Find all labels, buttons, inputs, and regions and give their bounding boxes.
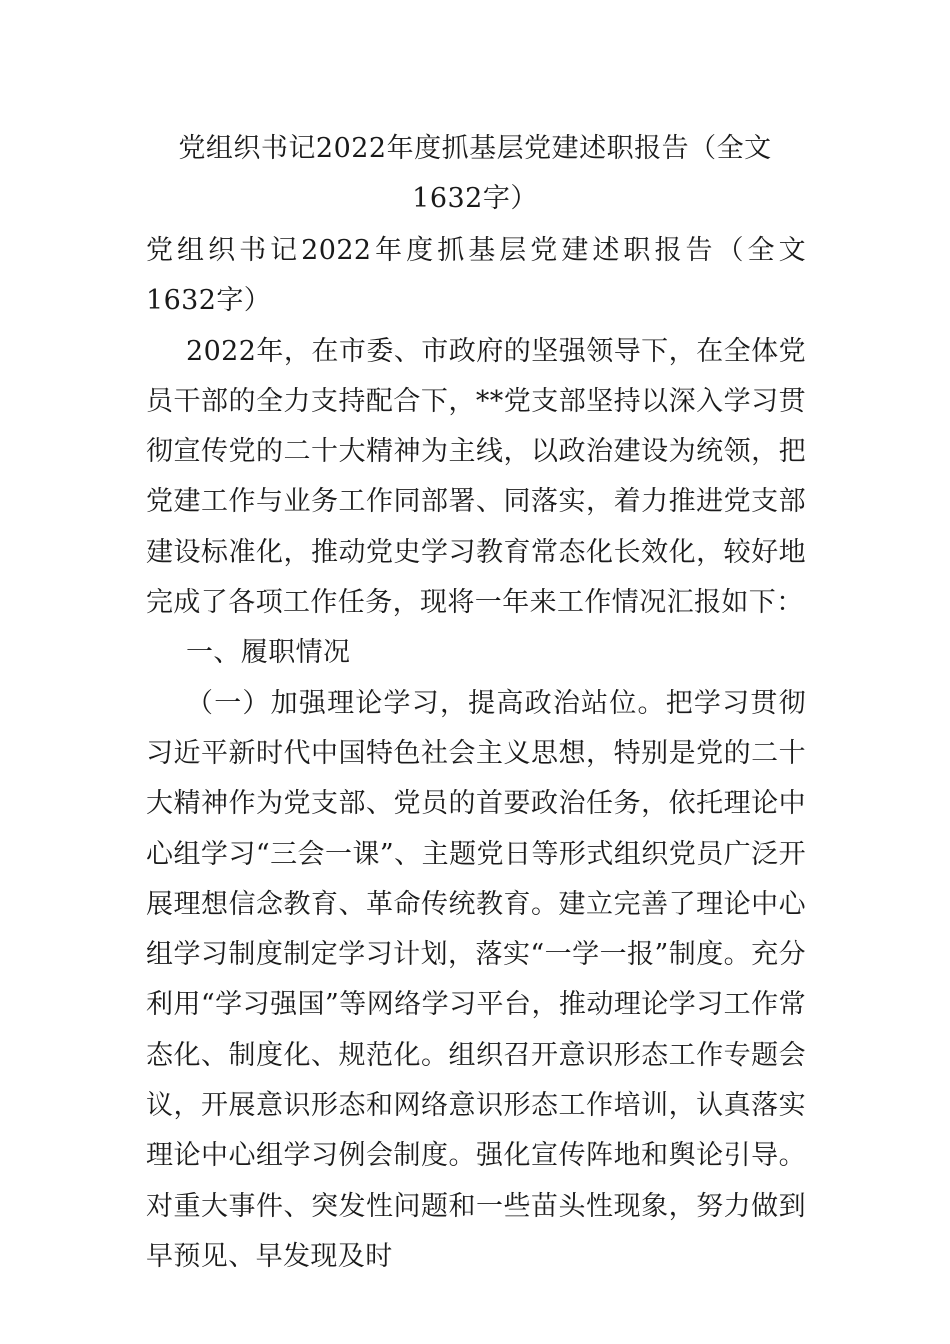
document-body [146,226,806,1282]
intro-paragraph: 2022年，在市委、市政府的坚强领导下，在全体党员干部的全力支持配合下，**党支部坚持以深入学习贯彻宣传党的二十大精神为主线，以政治建设为统领，把党建工作与业务工作同部署、同落实，着力推进党支部建设标准化，推动党史学习教育常态化长效化，较好地完成了各项工作任务，现将一年来工作情况汇报如下： [146,335,806,619]
section-1-paragraph: （一）加强理论学习，提高政治站位。把学习贯彻习近平新时代中国特色社会主义思想，特别是党的二十大精神作为党支部、党员的首要政治任务，依托理论中心组学习“三会一课”、主题党日等形式组织党员广泛开展理想信念教育、革命传统教育。建立完善了理论中心组学习制度制定学习计划，落实“一学一报”制度。充分利用“学习强国”等网络学习平台，推动理论学习工作常态化、制度化、规范化。组织召开意识形态工作专题会议，开展意识形态和网络意识形态工作培训，认真落实理论中心组学习例会制度。强化宣传阵地和舆论引导。对重大事件、突发性问题和一些苗头性现象，努力做到早预见、早发现及时 [146,687,806,1272]
document-title: 党组织书记2022年度抓基层党建述职报告（全文1632字） [178,133,772,214]
document-subtitle: 党组织书记2022年度抓基层党建述职报告（全文1632字） [146,235,806,317]
section-heading: 一、履职情况 [186,637,351,669]
